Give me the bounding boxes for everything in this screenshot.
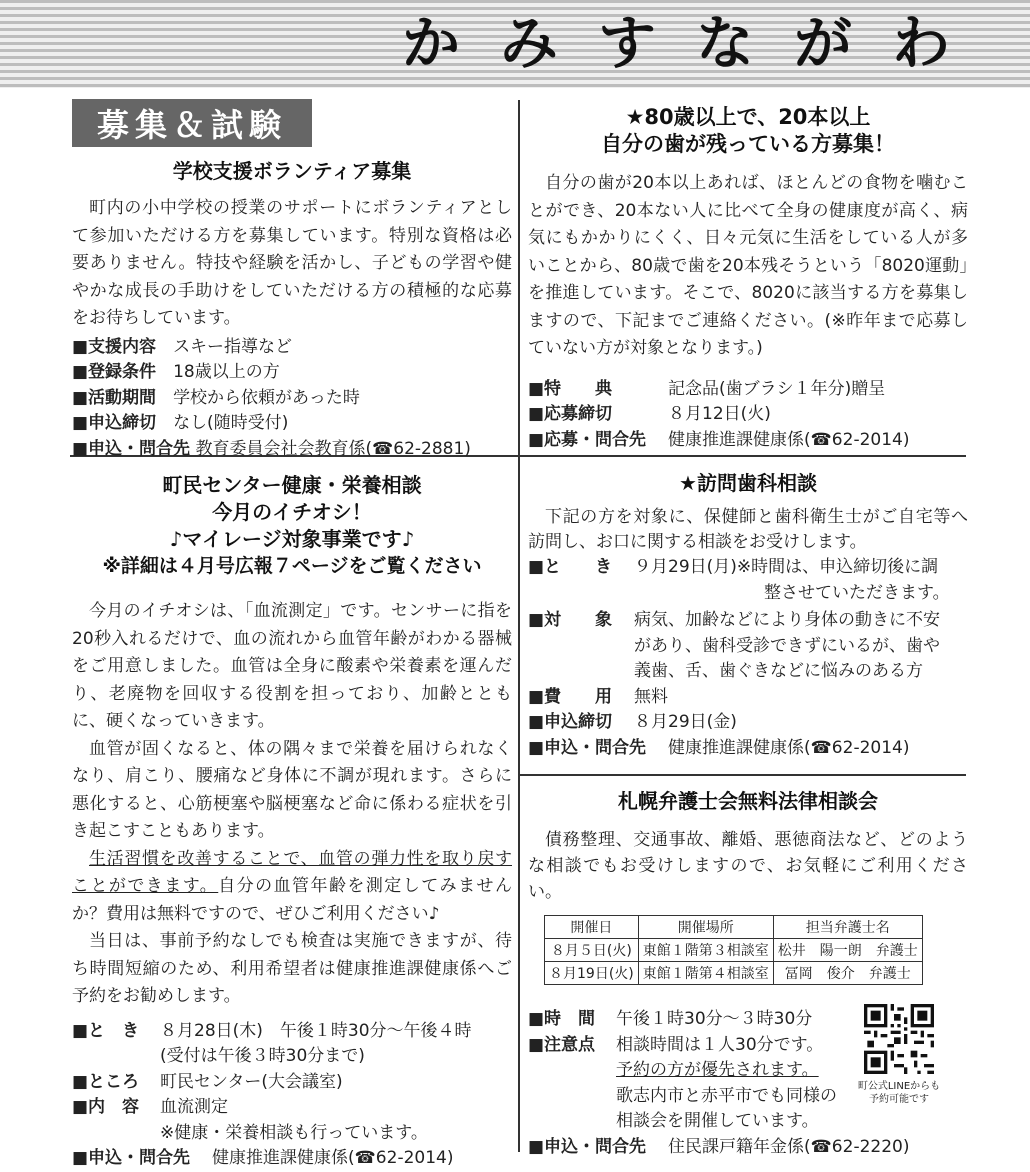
item-value: 病気、加齢などにより身体の動きに不安 [634,610,940,630]
teeth-item [528,402,968,428]
table-header-row [545,916,923,939]
table-cell: ８月５日(火) [545,939,639,962]
health-place [72,1070,512,1096]
section-label: 募集＆試験 [72,99,312,147]
header-banner [0,0,1030,88]
volunteer-item [72,411,512,437]
volunteer-item [72,437,512,463]
volunteer-items [72,335,512,463]
item-value: 午後１時30分～３時30分 [616,1009,813,1029]
dental-deadline [528,710,968,736]
health-title-line4: ※詳細は４月号広報７ページをご覧ください [102,555,482,577]
item-key: ■と き [72,1020,140,1041]
table-cell: 東館１階第３相談室 [638,939,773,962]
health-section [72,472,512,1172]
item-key: ■登録条件 [72,362,157,382]
table-cell: 冨岡 俊介 弁護士 [773,962,922,985]
legal-title: 札幌弁護士会無料法律相談会 [618,789,878,813]
item-key: ■特 典 [528,378,613,399]
dental-items [528,555,968,761]
item-key: ■費 用 [528,686,613,707]
teeth-paragraph: 自分の歯が20本以上あれば、ほとんどの食物を噛むことができ、20本ない人に比べて全身の健康度が高く、病気にもかかりにくく、日々元気に生活をしている人が多いことから、80歳で歯を20本残そうという「8020運動」を推進しています。そこで、8020に該当する方を募集しますので、下記までご連絡ください。(※昨年まで応募していない方が対象となります。) [528,173,968,358]
table-header: 開催日 [545,916,639,939]
table-cell: 東館１階第４相談室 [638,962,773,985]
item-key: ■内 容 [72,1097,140,1117]
item-value: ９月29日(月)※時間は、申込締切後に調 [634,557,939,577]
item-key: ■ところ [72,1071,140,1092]
item-key: ■活動期間 [72,387,157,408]
dental-date [528,555,968,581]
health-paragraph-3 [72,846,512,929]
dental-target [528,608,968,634]
legal-note-cont: 歌志内市と赤平市でも同様の [616,1085,837,1106]
item-value: 学校から依頼があった時 [173,387,360,408]
item-value: 健康推進課健康係(☎62-2014) [212,1148,454,1168]
dental-contact [528,736,968,762]
dental-title: ★訪問歯科相談 [679,471,817,495]
item-key: ■申込・問合先 [528,1136,647,1157]
legal-note-priority: 予約の方が優先されます。 [616,1060,819,1080]
item-value: ８月12日(火) [668,404,771,424]
item-key: ■申込締切 [528,712,613,732]
health-paragraph-1: 今月のイチオシは、「血流測定」です。センサーに指を20秒入れるだけで、血の流れから血管年齢がわかる器械をご用意しました。血管は全身に酸素や栄養素を運んだり、老廃物を回収する役割を担っており、加齢とともに、硬くなっていきます。 [72,601,512,731]
item-key: ■申込・問合先 [72,438,191,459]
item-value: 住民課戸籍年金係(☎62-2220) [668,1136,910,1157]
teeth-item [528,428,968,454]
dental-section [528,470,968,761]
item-key: ■注意点 [528,1034,596,1055]
item-key: ■申込・問合先 [72,1148,191,1168]
volunteer-paragraph: 町内の小中学校の授業のサポートにボランティアとして参加いただける方を募集しています。特別な資格は必要ありません。特技や経験を活かし、子どもの学習や健やかな成長の手助けをしていただける方の積極的な応募をお待ちしています。 [72,198,512,328]
teeth-item [528,377,968,403]
health-underlined-text: 生活習慣を改善することで、血管の弾力性を取り戻すことができます。 [72,848,512,896]
item-key: ■応募・問合先 [528,429,647,450]
table-header: 開催場所 [638,916,773,939]
teeth-items [528,377,968,454]
item-value: スキー指導など [173,336,293,357]
dental-date-cont: 整させていただきます。 [764,582,950,603]
health-paragraph-2: 血管が固くなると、体の隅々まで栄養を届けられなくなり、肩こり、腰痛など身体に不調が現れます。さらに悪化すると、心筋梗塞や脳梗塞など命に係わる症状を引き起こすこともあります。 [72,738,512,841]
volunteer-item [72,360,512,386]
item-key: ■応募締切 [528,404,613,424]
item-value: 健康推進課健康係(☎62-2014) [668,429,910,450]
health-contact [72,1146,512,1172]
item-key: ■申込・問合先 [528,737,647,758]
health-title-line3: ♪マイレージ対象事業です♪ [169,527,415,551]
volunteer-section [72,158,512,462]
teeth-title-line1: ★80歳以上で、20本以上 [625,105,871,129]
item-value: ８月28日(木) 午後１時30分～午後４時 [160,1020,472,1041]
teeth-section [528,104,968,453]
volunteer-title: 学校支援ボランティア募集 [172,159,412,183]
qr-caption-line2: 予約可能です [869,1094,929,1105]
item-value: 健康推進課健康係(☎62-2014) [668,737,910,758]
health-content-note: ※健康・栄養相談も行っています。 [160,1122,428,1143]
item-value: 血流測定 [160,1097,228,1117]
divider-right-1 [520,455,966,457]
health-paragraph-3-rest: 自分の血管年齢を測定してみませんか？費用は無料ですので、ぜひご利用ください♪ [72,876,513,924]
dental-target-cont: があり、歯科受診できずにいるが、歯や [634,635,940,656]
divider-right-2 [520,774,966,776]
qr-caption-line1: 町公式LINEからも [857,1081,941,1092]
table-header: 担当弁護士名 [773,916,922,939]
health-paragraph-4: 当日は、事前予約なしでも検査は実施できますが、待ち時間短縮のため、利用希望者は健康推進課健康係へご予約をお勧めします。 [72,931,512,1006]
table-cell: 松井 陽一朗 弁護士 [773,939,922,962]
dental-cost [528,685,968,711]
dental-target-cont: 義歯、舌、歯ぐきなどに悩みのある方 [634,661,923,681]
health-date [72,1019,512,1045]
banner-title: かみすながわ [401,9,990,77]
teeth-title-line2: 自分の歯が残っている方募集！ [601,132,895,156]
item-key: ■と き [528,557,613,577]
item-value: 相談時間は１人30分です。 [616,1034,824,1055]
item-key: ■対 象 [528,610,613,630]
legal-note-cont: 相談会を開催しています。 [616,1111,819,1131]
item-value: 町民センター(大会議室) [160,1071,343,1092]
item-value: なし(随時受付) [173,413,289,433]
legal-contact [528,1135,968,1161]
legal-paragraph: 債務整理、交通事故、離婚、悪徳商法など、どのような相談でもお受けしますので、お気軽にご利用ください。 [528,830,968,902]
health-title-line1: 町民センター健康・栄養相談 [162,473,422,497]
table-row [545,939,923,962]
qr-caption [844,1080,954,1106]
health-title-line2: 今月のイチオシ！ [212,500,372,524]
item-value: ８月29日(金) [634,712,737,732]
volunteer-item [72,335,512,361]
item-value: 18歳以上の方 [173,362,280,382]
dental-paragraph: 下記の方を対象に、保健師と歯科衛生士がご自宅等へ訪問し、お口に関する相談をお受けします。 [528,507,968,552]
item-key: ■支援内容 [72,336,157,357]
item-value: 記念品(歯ブラシ１年分)贈呈 [668,378,886,399]
qr-code-icon[interactable] [864,1004,934,1074]
schedule-table [544,915,923,985]
item-key: ■申込締切 [72,413,157,433]
health-date-note: (受付は午後３時30分まで) [160,1046,365,1066]
health-items [72,1019,512,1172]
item-key: ■時 間 [528,1009,596,1029]
table-row [545,962,923,985]
health-content [72,1095,512,1121]
table-cell: ８月19日(火) [545,962,639,985]
item-value: 無料 [634,686,668,707]
column-divider [518,100,520,1152]
volunteer-item [72,386,512,412]
item-value: 教育委員会社会教育係(☎62-2881) [195,438,471,459]
